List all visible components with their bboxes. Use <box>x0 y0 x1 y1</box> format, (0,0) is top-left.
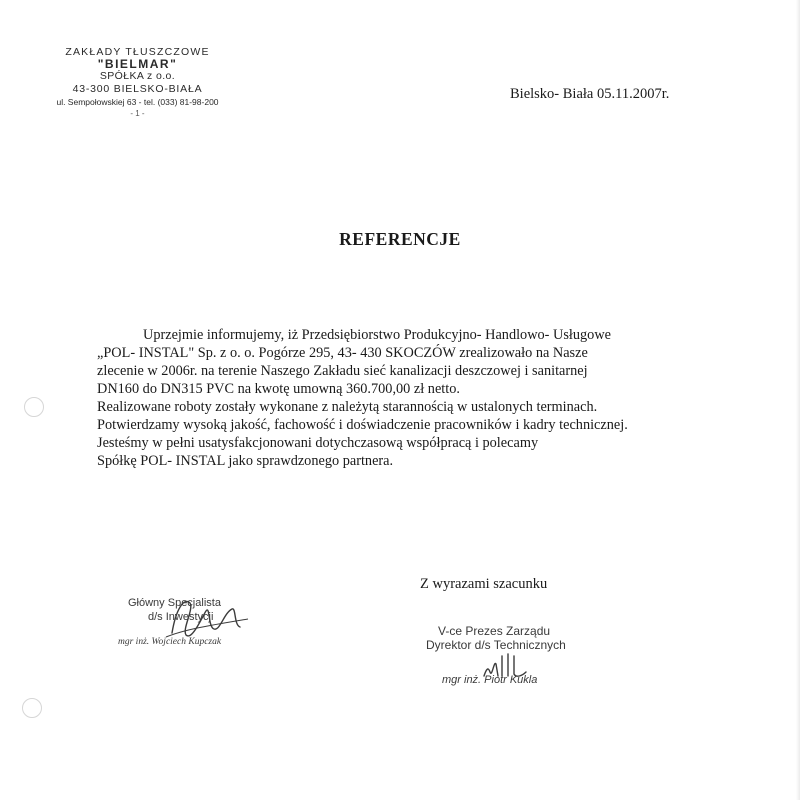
closing: Z wyrazami szacunku <box>420 576 548 592</box>
place-date: Bielsko- Biała 05.11.2007r. <box>510 86 670 102</box>
company-address: ul. Sempołowskiej 63 - tel. (033) 81-98-200 <box>56 97 219 107</box>
body-line: zlecenie w 2006r. na terenie Naszego Zakładu sieć kanalizacji deszczowej i sanitarnej <box>97 363 588 379</box>
body-line: „POL- INSTAL" Sp. z o. o. Pogórze 295, 43- 430 SKOCZÓW zrealizowało na Nasze <box>97 345 588 361</box>
body-line: Spółkę POL- INSTAL jako sprawdzonego partnera. <box>97 453 394 469</box>
company-form: SPÓŁKA z o.o. <box>99 70 176 82</box>
body-line: Uprzejmie informujemy, iż Przedsiębiorstwo Produkcyjno- Handlowo- Usługowe <box>143 327 611 343</box>
signature-right-role2: Dyrektor d/s Technicznych <box>426 638 566 652</box>
company-city: 43-300 BIELSKO-BIAŁA <box>72 83 203 95</box>
handwritten-signature-left <box>162 589 252 649</box>
body-text <box>97 326 697 470</box>
signature-left-name: mgr inż. Wojciech Kupczak <box>118 637 222 647</box>
punch-hole <box>22 698 42 718</box>
company-line1: ZAKŁADY TŁUSZCZOWE <box>65 46 210 58</box>
handwritten-signature-right <box>476 646 536 686</box>
signature-left-role2: d/s Inwestycji <box>148 611 214 623</box>
company-code: - 1 - <box>130 109 145 118</box>
body-line: Jesteśmy w pełni usatysfakcjonowani dotychczasową współpracą i polecamy <box>97 435 539 451</box>
signature-right-name: mgr inż. Piotr Kukla <box>442 674 538 686</box>
signature-left-role1: Główny Specjalista <box>128 597 221 609</box>
body-line: Potwierdzamy wysoką jakość, fachowość i doświadczenie pracowników i kadry technicznej. <box>97 417 628 433</box>
document-title: REFERENCJE <box>339 229 461 249</box>
body-line: Realizowane roboty zostały wykonane z należytą starannością w ustalonych terminach. <box>97 399 598 415</box>
punch-hole <box>24 397 44 417</box>
body-line: DN160 do DN315 PVC na kwotę umowną 360.700,00 zł netto. <box>97 381 460 397</box>
page-edge <box>796 0 800 800</box>
company-name: "BIELMAR" <box>97 57 178 71</box>
signature-right-role1: V-ce Prezes Zarządu <box>438 624 551 638</box>
company-stamp <box>40 46 235 118</box>
